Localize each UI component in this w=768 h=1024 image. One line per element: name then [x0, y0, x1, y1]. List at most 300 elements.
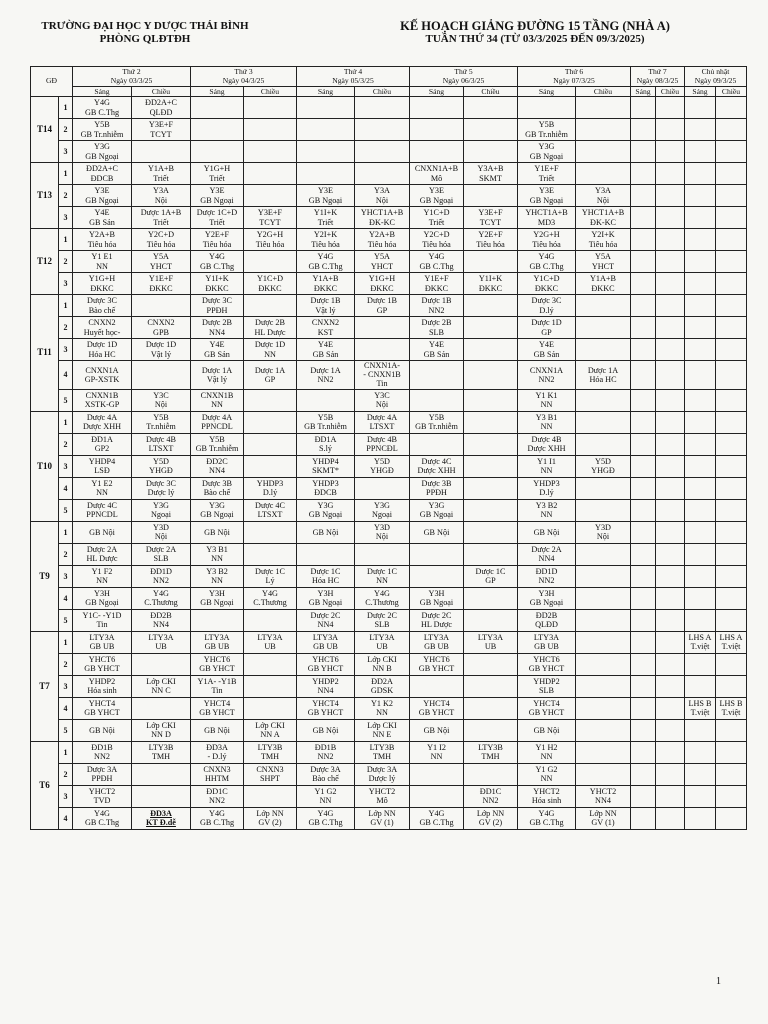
schedule-cell [685, 631, 716, 653]
schedule-cell [244, 389, 297, 411]
schedule-cell [464, 543, 518, 565]
cell-line: LTY3B [257, 742, 283, 752]
room-number: 5 [59, 609, 73, 631]
cell-line: NN [540, 466, 553, 476]
cell-line: GP [485, 576, 496, 586]
schedule-cell [410, 455, 464, 477]
schedule-cell [518, 185, 576, 207]
cell-line: Hóa sinh [87, 686, 117, 696]
schedule-cell [716, 273, 747, 295]
schedule-cell [297, 741, 355, 763]
schedule-cell [410, 653, 464, 675]
schedule-cell [297, 675, 355, 697]
schedule-cell [191, 609, 244, 631]
schedule-cell [656, 141, 685, 163]
schedule-cell [518, 141, 576, 163]
schedule-cell [464, 741, 518, 763]
cell-line: Tiêu hóa [422, 239, 451, 249]
schedule-cell [656, 295, 685, 317]
room-number: 2 [59, 185, 73, 207]
cell-line: NN2 [153, 576, 169, 586]
schedule-cell [576, 543, 631, 565]
cell-line: KST [317, 327, 334, 337]
cell-line: Y3A [374, 186, 390, 196]
schedule-cell [244, 675, 297, 697]
day-name: Thứ 3 [234, 66, 253, 76]
cell-line: Dược 3A [86, 764, 118, 774]
day-header [297, 67, 410, 87]
schedule-cell [244, 97, 297, 119]
schedule-cell [132, 97, 191, 119]
cell-line: GB Ngoại [419, 598, 454, 608]
schedule-cell [685, 207, 716, 229]
schedule-cell [132, 339, 191, 361]
cell-line: NN [96, 576, 108, 586]
schedule-cell [191, 317, 244, 339]
schedule-cell [656, 477, 685, 499]
schedule-cell [518, 653, 576, 675]
schedule-cell [656, 97, 685, 119]
cell-line: Y2E+F [204, 230, 230, 240]
cell-line: Dược 1D [531, 318, 562, 328]
cell-line: GB YHCT [307, 708, 344, 718]
cell-line: Y3G [428, 500, 445, 510]
cell-line: LTY3A [312, 632, 339, 642]
cell-line: Y1A+B [148, 164, 174, 174]
cell-line: YHCT2 [589, 786, 617, 796]
schedule-cell [716, 207, 747, 229]
schedule-cell [410, 763, 464, 785]
schedule-cell [685, 119, 716, 141]
schedule-cell [132, 119, 191, 141]
schedule-cell [132, 389, 191, 411]
cell-line: GB Nội [533, 527, 560, 537]
schedule-cell [576, 455, 631, 477]
schedule-cell [631, 477, 656, 499]
office-name: PHÒNG QLĐTĐH [99, 33, 191, 45]
schedule-cell [464, 229, 518, 251]
schedule-cell [297, 229, 355, 251]
schedule-cell [191, 543, 244, 565]
cell-line: GB Tr.nhiễm [415, 422, 458, 432]
schedule-cell [576, 411, 631, 433]
cell-line: QLĐD [149, 107, 173, 117]
schedule-cell [464, 807, 518, 829]
cell-line: GB Ngoại [308, 195, 343, 205]
cell-line: Y3 B2 [206, 566, 228, 576]
schedule-cell [685, 185, 716, 207]
schedule-cell [464, 389, 518, 411]
schedule-cell [576, 697, 631, 719]
schedule-table [30, 66, 747, 830]
cell-line: Y1 I2 [427, 742, 446, 752]
schedule-cell [73, 653, 132, 675]
cell-line: ĐD2A+C [145, 98, 177, 108]
room-number: 3 [59, 785, 73, 807]
schedule-cell [191, 185, 244, 207]
schedule-cell [656, 631, 685, 653]
cell-line: NN [96, 261, 108, 271]
cell-line: GB C.Thg [84, 107, 120, 117]
cell-line: Y4E [94, 208, 110, 218]
cell-line: NN2 [538, 374, 555, 384]
schedule-cell [355, 273, 410, 295]
schedule-cell [73, 97, 132, 119]
schedule-cell [355, 339, 410, 361]
cell-line: D.lý [539, 305, 554, 315]
cell-line: GP [264, 374, 276, 384]
schedule-cell [576, 807, 631, 829]
schedule-cell [576, 141, 631, 163]
cell-line: Dược 1C [475, 566, 506, 576]
schedule-cell [355, 455, 410, 477]
schedule-cell [191, 411, 244, 433]
cell-line: Dược 4C [255, 500, 285, 510]
cell-line: SKMT [479, 173, 502, 183]
cell-line: YHCT [149, 261, 173, 271]
session-morning-header: Sáng [73, 87, 132, 97]
cell-line: Triết [153, 217, 169, 227]
cell-line: NN4 [317, 686, 334, 696]
day-name: Thứ 5 [454, 66, 473, 76]
schedule-cell [191, 697, 244, 719]
schedule-cell [576, 317, 631, 339]
cell-line: Dược 3B [202, 478, 232, 488]
cell-line: GB Nội [423, 527, 450, 537]
institution-header [30, 20, 260, 46]
table-row [31, 587, 747, 609]
cell-line: Y3H [209, 588, 225, 598]
schedule-cell [716, 653, 747, 675]
schedule-cell [576, 295, 631, 317]
room-number: 2 [59, 763, 73, 785]
cell-line: CNXN3 [203, 764, 231, 774]
schedule-cell [73, 565, 132, 587]
schedule-cell [576, 499, 631, 521]
cell-line: YHDP2 [533, 676, 560, 686]
cell-line: NN2 [94, 752, 110, 762]
cell-line: ĐD1A [91, 434, 113, 444]
schedule-cell [297, 295, 355, 317]
schedule-cell [355, 741, 410, 763]
cell-line: Y5B [317, 412, 334, 422]
schedule-cell [297, 97, 355, 119]
schedule-cell [464, 433, 518, 455]
schedule-cell [464, 521, 518, 543]
cell-line: ĐD1C [206, 786, 228, 796]
cell-line: Y3H [538, 588, 555, 598]
cell-line: Y4G [374, 588, 390, 598]
cell-line: Nội [375, 195, 389, 205]
schedule-cell [576, 119, 631, 141]
cell-line: CNXN1B [85, 390, 119, 400]
cell-line: GB Sản [89, 217, 115, 227]
schedule-cell [297, 697, 355, 719]
cell-line: ĐD1D [535, 566, 558, 576]
cell-line: NN4 [595, 796, 611, 806]
schedule-cell [191, 295, 244, 317]
schedule-cell [631, 499, 656, 521]
schedule-cell [716, 565, 747, 587]
schedule-cell [73, 295, 132, 317]
schedule-cell [73, 119, 132, 141]
schedule-cell [244, 653, 297, 675]
schedule-cell [631, 411, 656, 433]
schedule-cell [464, 163, 518, 185]
cell-line: Y1A+B [312, 274, 339, 284]
cell-line: YHCT2 [368, 786, 396, 796]
cell-line: Y3E+F [148, 120, 174, 130]
cell-line: GB UB [534, 642, 559, 652]
schedule-cell [631, 719, 656, 741]
cell-line: Y1A- -Y1B [197, 676, 237, 686]
schedule-cell [410, 477, 464, 499]
schedule-cell [355, 185, 410, 207]
school-name: TRƯỜNG ĐẠI HỌC Y DƯỢC THÁI BÌNH [41, 20, 249, 32]
schedule-cell [297, 251, 355, 273]
schedule-cell [73, 251, 132, 273]
table-row [31, 741, 747, 763]
cell-line: Dược 1C [310, 566, 341, 576]
cell-line: Mô [376, 796, 388, 806]
schedule-cell [716, 477, 747, 499]
schedule-cell [631, 185, 656, 207]
cell-line: Y3E [94, 186, 110, 196]
schedule-cell [716, 719, 747, 741]
schedule-cell [355, 433, 410, 455]
cell-line: Tiêu hóa [476, 239, 505, 249]
cell-line: YHCT2 [88, 786, 116, 796]
cell-line: Dược 1B [421, 296, 452, 306]
cell-line: YHDP4 [88, 456, 116, 466]
schedule-cell [132, 543, 191, 565]
schedule-cell [191, 207, 244, 229]
schedule-cell [73, 741, 132, 763]
room-number: 2 [59, 317, 73, 339]
cell-line: Y3G [317, 500, 334, 510]
cell-line: Y4G [209, 808, 225, 818]
schedule-cell [656, 433, 685, 455]
cell-line: Dược XHH [417, 466, 456, 476]
schedule-cell [631, 609, 656, 631]
schedule-cell [464, 609, 518, 631]
cell-line: UB [155, 642, 167, 652]
schedule-cell [716, 785, 747, 807]
schedule-cell [132, 229, 191, 251]
schedule-cell [716, 97, 747, 119]
schedule-cell [576, 719, 631, 741]
schedule-cell [685, 807, 716, 829]
day-date: Ngày 09/3/25 [694, 75, 737, 85]
schedule-cell [518, 389, 576, 411]
schedule-cell [518, 229, 576, 251]
cell-line: GB Ngoại [200, 510, 234, 520]
schedule-cell [297, 499, 355, 521]
schedule-cell [576, 785, 631, 807]
cell-line: Y1 K2 [370, 698, 394, 708]
schedule-cell [410, 273, 464, 295]
cell-line: CNXN1A [85, 365, 119, 375]
schedule-cell [716, 675, 747, 697]
cell-line: YHCT4 [312, 698, 339, 708]
floor-label: T10 [31, 411, 59, 521]
schedule-cell [464, 719, 518, 741]
cell-line: Y3E+F [257, 208, 283, 218]
cell-line: SLB [538, 686, 555, 696]
schedule-cell [464, 565, 518, 587]
schedule-cell [576, 741, 631, 763]
cell-line: GB Ngoại [419, 195, 454, 205]
schedule-cell [518, 317, 576, 339]
cell-line: Y2A+B [369, 230, 395, 240]
schedule-cell [631, 339, 656, 361]
schedule-cell [518, 543, 576, 565]
cell-line: GB Ngoại [529, 598, 564, 608]
day-date: Ngày 05/3/25 [332, 75, 374, 85]
cell-line: Nội [154, 532, 168, 542]
cell-line: Triết [428, 217, 445, 227]
cell-line: Y3E+F [478, 208, 503, 218]
cell-line: - CNXN1B [363, 370, 401, 380]
schedule-cell [576, 185, 631, 207]
cell-line: GP2 [94, 444, 110, 454]
table-row [31, 631, 747, 653]
cell-line: Dược 2A [531, 544, 562, 554]
room-number: 3 [59, 675, 73, 697]
schedule-cell [685, 273, 716, 295]
schedule-cell [355, 785, 410, 807]
schedule-cell [716, 229, 747, 251]
cell-line: Tiêu hóa [87, 239, 117, 249]
cell-line: Nội [154, 195, 168, 205]
schedule-cell [297, 185, 355, 207]
cell-line: GB Ngoại [200, 598, 234, 608]
cell-line: Y4G [94, 98, 110, 108]
cell-line: Dược 2B [255, 318, 285, 328]
cell-line: PPĐH [426, 488, 447, 498]
schedule-cell [132, 697, 191, 719]
schedule-cell [297, 389, 355, 411]
schedule-cell [410, 587, 464, 609]
cell-line: GB Ngoại [308, 598, 343, 608]
schedule-cell [716, 631, 747, 653]
schedule-cell [716, 609, 747, 631]
cell-line: YHDP2 [312, 676, 339, 686]
schedule-cell [191, 587, 244, 609]
schedule-cell [355, 251, 410, 273]
schedule-cell [656, 543, 685, 565]
schedule-cell [656, 185, 685, 207]
cell-line: ĐKKC [258, 283, 282, 293]
cell-line: GB Nội [312, 725, 339, 735]
cell-line: Y4G [538, 252, 555, 262]
schedule-cell [410, 631, 464, 653]
cell-line: LTY3B [478, 742, 503, 752]
schedule-cell [716, 163, 747, 185]
cell-line: Dược 4B [531, 434, 562, 444]
schedule-cell [355, 477, 410, 499]
cell-line: Dược 1A [254, 365, 286, 375]
week-range: TUẦN THỨ 34 (TỪ 03/3/2025 ĐẾN 09/3/2025) [425, 33, 645, 45]
cell-line: TMH [372, 752, 392, 762]
schedule-cell [410, 521, 464, 543]
table-row [31, 477, 747, 499]
day-header [631, 67, 685, 87]
schedule-cell [244, 609, 297, 631]
table-row [31, 697, 747, 719]
schedule-cell [464, 273, 518, 295]
cell-line: Y2I+K [313, 230, 338, 240]
schedule-cell [355, 411, 410, 433]
cell-line: NN [540, 422, 553, 432]
cell-line: TCYT [150, 129, 172, 139]
cell-line: Y3G [538, 142, 555, 152]
cell-line: UB [264, 642, 276, 652]
schedule-cell [355, 141, 410, 163]
schedule-cell [132, 411, 191, 433]
cell-line: GB Ngoại [419, 510, 454, 520]
cell-line: NN B [372, 664, 392, 674]
cell-line: Y1I+K [478, 274, 503, 284]
cell-line: Bào chế [203, 488, 231, 498]
cell-line: PPĐH [206, 305, 228, 315]
schedule-cell [73, 317, 132, 339]
table-row [31, 807, 747, 829]
cell-line: GB Ngoại [308, 510, 343, 520]
schedule-cell [656, 163, 685, 185]
cell-line: NN2 [317, 374, 334, 384]
cell-line: ĐKKC [370, 283, 394, 293]
schedule-cell [464, 653, 518, 675]
cell-line: Y1I+K [205, 274, 229, 284]
schedule-cell [73, 389, 132, 411]
schedule-cell [631, 521, 656, 543]
schedule-cell [410, 163, 464, 185]
cell-line: Dược 1A+B [140, 208, 182, 218]
schedule-cell [410, 697, 464, 719]
cell-line: SLB [428, 327, 445, 337]
schedule-cell [191, 785, 244, 807]
cell-line: NN [211, 400, 223, 410]
schedule-cell [410, 433, 464, 455]
schedule-cell [631, 543, 656, 565]
schedule-cell [191, 119, 244, 141]
cell-line: Y3G [209, 500, 225, 510]
schedule-cell [518, 587, 576, 609]
cell-line: YHCT1A+B [525, 208, 568, 218]
schedule-cell [716, 697, 747, 719]
table-row [31, 97, 747, 119]
cell-line: Dược 2B [421, 318, 452, 328]
schedule-cell [631, 273, 656, 295]
cell-line: GB YHCT [84, 664, 120, 674]
cell-line: GB Nội [204, 527, 230, 537]
cell-line: NN [211, 576, 223, 586]
schedule-cell [132, 317, 191, 339]
schedule-cell [518, 807, 576, 829]
schedule-cell [716, 521, 747, 543]
cell-line: GB Nội [89, 725, 115, 735]
day-date: Ngày 06/3/25 [442, 75, 485, 85]
schedule-cell [656, 273, 685, 295]
cell-line: NN2 [538, 576, 555, 586]
table-row [31, 543, 747, 565]
cell-line: XSTK-GP [84, 400, 120, 410]
schedule-cell [656, 719, 685, 741]
schedule-cell [518, 361, 576, 390]
schedule-cell [464, 141, 518, 163]
schedule-cell [73, 361, 132, 390]
